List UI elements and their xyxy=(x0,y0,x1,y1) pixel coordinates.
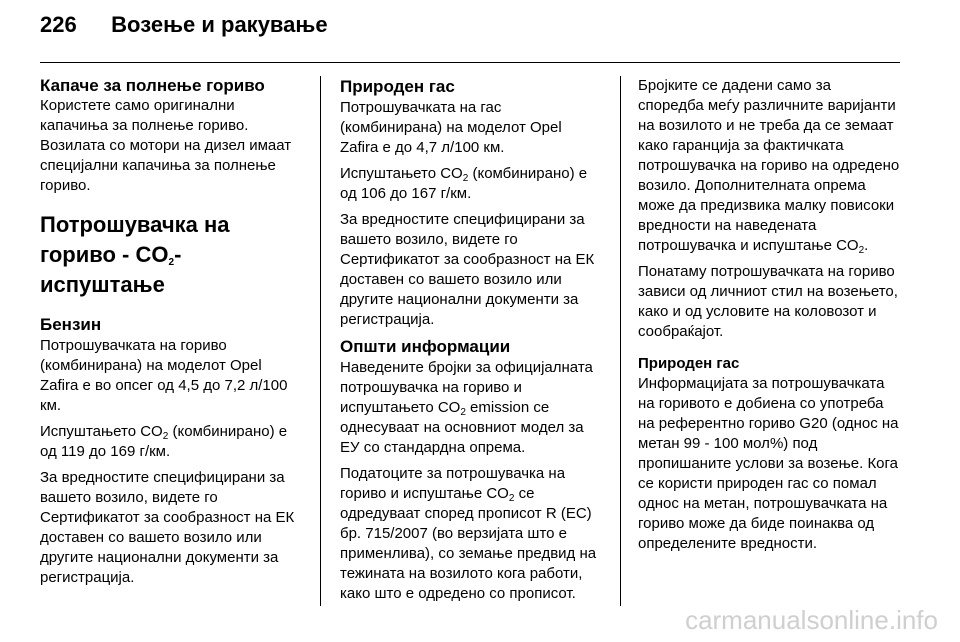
consumption-heading-line1: Потрошувачка на xyxy=(40,212,230,237)
consumption-heading-part: гориво - CO xyxy=(40,242,169,267)
gas-emission-sub: 2 xyxy=(462,173,469,184)
fuel-cap-heading: Капаче за полнење гориво xyxy=(40,76,265,95)
gas-heading: Природен гас xyxy=(340,77,455,96)
column-3 xyxy=(638,76,900,560)
page-header xyxy=(40,12,328,52)
consumption-heading xyxy=(40,210,302,300)
gas-emission-a: Испуштањето CO xyxy=(340,165,463,182)
petrol-emission-b: (комбинирано) е од 119 до 169 г/км. xyxy=(40,423,288,460)
natural-gas-text: Информацијата за потрошувачката на горивото е добиена со употреба на референтно гориво G20 (однос на метан 99 - 100 мол%) под пропишаните услови за возење. Кога се користи природен гас со помал однос на метан, потрошувачката на гориво може да биде поинаква од определените вредности. xyxy=(638,375,899,552)
general-info-1a: Наведените бројки за официјалната потрошувачка на гориво и испуштањето CO xyxy=(340,359,593,416)
petrol-emission-a: Испуштањето CO xyxy=(40,423,163,440)
general-info-heading: Општи информации xyxy=(340,337,511,356)
column-2 xyxy=(340,76,602,610)
petrol-certificate-text: За вредностите специфицирани за вашето возило, видете го Сертификатот за сообразност на ЕК доставен со вашето возило или другите национални документи за регистрација. xyxy=(40,469,295,586)
comparison-text-main: Бројките се дадени само за споредба меѓу различните варијанти на возилото и не треба да се земаат како гаранција за фактичката потрошувачка на гориво на одредено возило. Дополнителната опрема може да предизвика малку повисоки вредности на наведената потрошувачка и испуштање CO xyxy=(638,77,900,254)
comparison-text-end: . xyxy=(864,237,869,254)
watermark: carmanualsonline.info xyxy=(685,605,938,635)
general-info-1-sub: 2 xyxy=(460,407,466,418)
header-rule xyxy=(40,62,900,63)
fuel-cap-text: Користете само оригинални капачиња за полнење гориво. Возилата со мотори на дизел имаат специјални капачиња за полнење гориво. xyxy=(40,97,292,194)
general-info-text-2 xyxy=(340,464,602,604)
consumption-heading-end: -испуштање xyxy=(40,242,182,297)
petrol-heading: Бензин xyxy=(40,315,102,334)
comparison-text xyxy=(638,76,900,256)
general-info-2-sub: 2 xyxy=(508,493,515,504)
gas-certificate-text: За вредностите специфицирани за вашето возило, видете го Сертификатот за сообразност на ЕК доставен со вашето возило или другите национални документи за регистрација. xyxy=(340,211,595,328)
gas-emission-b: (комбинирано) е од 106 до 167 г/км. xyxy=(340,165,588,202)
comparison-text-sub: 2 xyxy=(858,245,865,256)
general-info-text-1 xyxy=(340,358,602,458)
gas-consumption-text: Потрошувачката на гас (комбинирана) на моделот Opel Zafira е до 4,7 л/100 км. xyxy=(340,99,562,156)
petrol-emission-text xyxy=(40,422,302,462)
page-number: 226 xyxy=(40,12,77,37)
general-info-2a: Податоците за потрошувачка на гориво и испуштање CO xyxy=(340,465,566,502)
column-divider-2 xyxy=(620,76,621,606)
running-title: Возење и ракување xyxy=(111,12,328,37)
column-1 xyxy=(40,76,302,594)
general-info-1b: emission се однесуваат на основниот модел за ЕУ со стандардна опрема. xyxy=(340,399,584,456)
petrol-consumption-text: Потрошувачката на гориво (комбинирана) на моделот Opel Zafira е во опсег од 4,5 до 7,2 л/100 км. xyxy=(40,337,288,414)
consumption-heading-sub: 2 xyxy=(168,257,175,268)
petrol-emission-sub: 2 xyxy=(162,431,169,442)
gas-emission-text xyxy=(340,164,602,204)
natural-gas-heading: Природен гас xyxy=(638,355,740,372)
general-info-2b: се одредуваат според прописот R (ЕС) бр. 715/2007 (во верзијата што е применлива), со земање предвид на тежината на возилото кога работи, како што е одредено со прописот. xyxy=(340,485,597,602)
driving-style-text: Понатаму потрошувачката на гориво зависи од личниот стил на возењето, како и од условите на коловозот и сообраќајот. xyxy=(638,263,898,340)
column-divider-1 xyxy=(320,76,321,606)
